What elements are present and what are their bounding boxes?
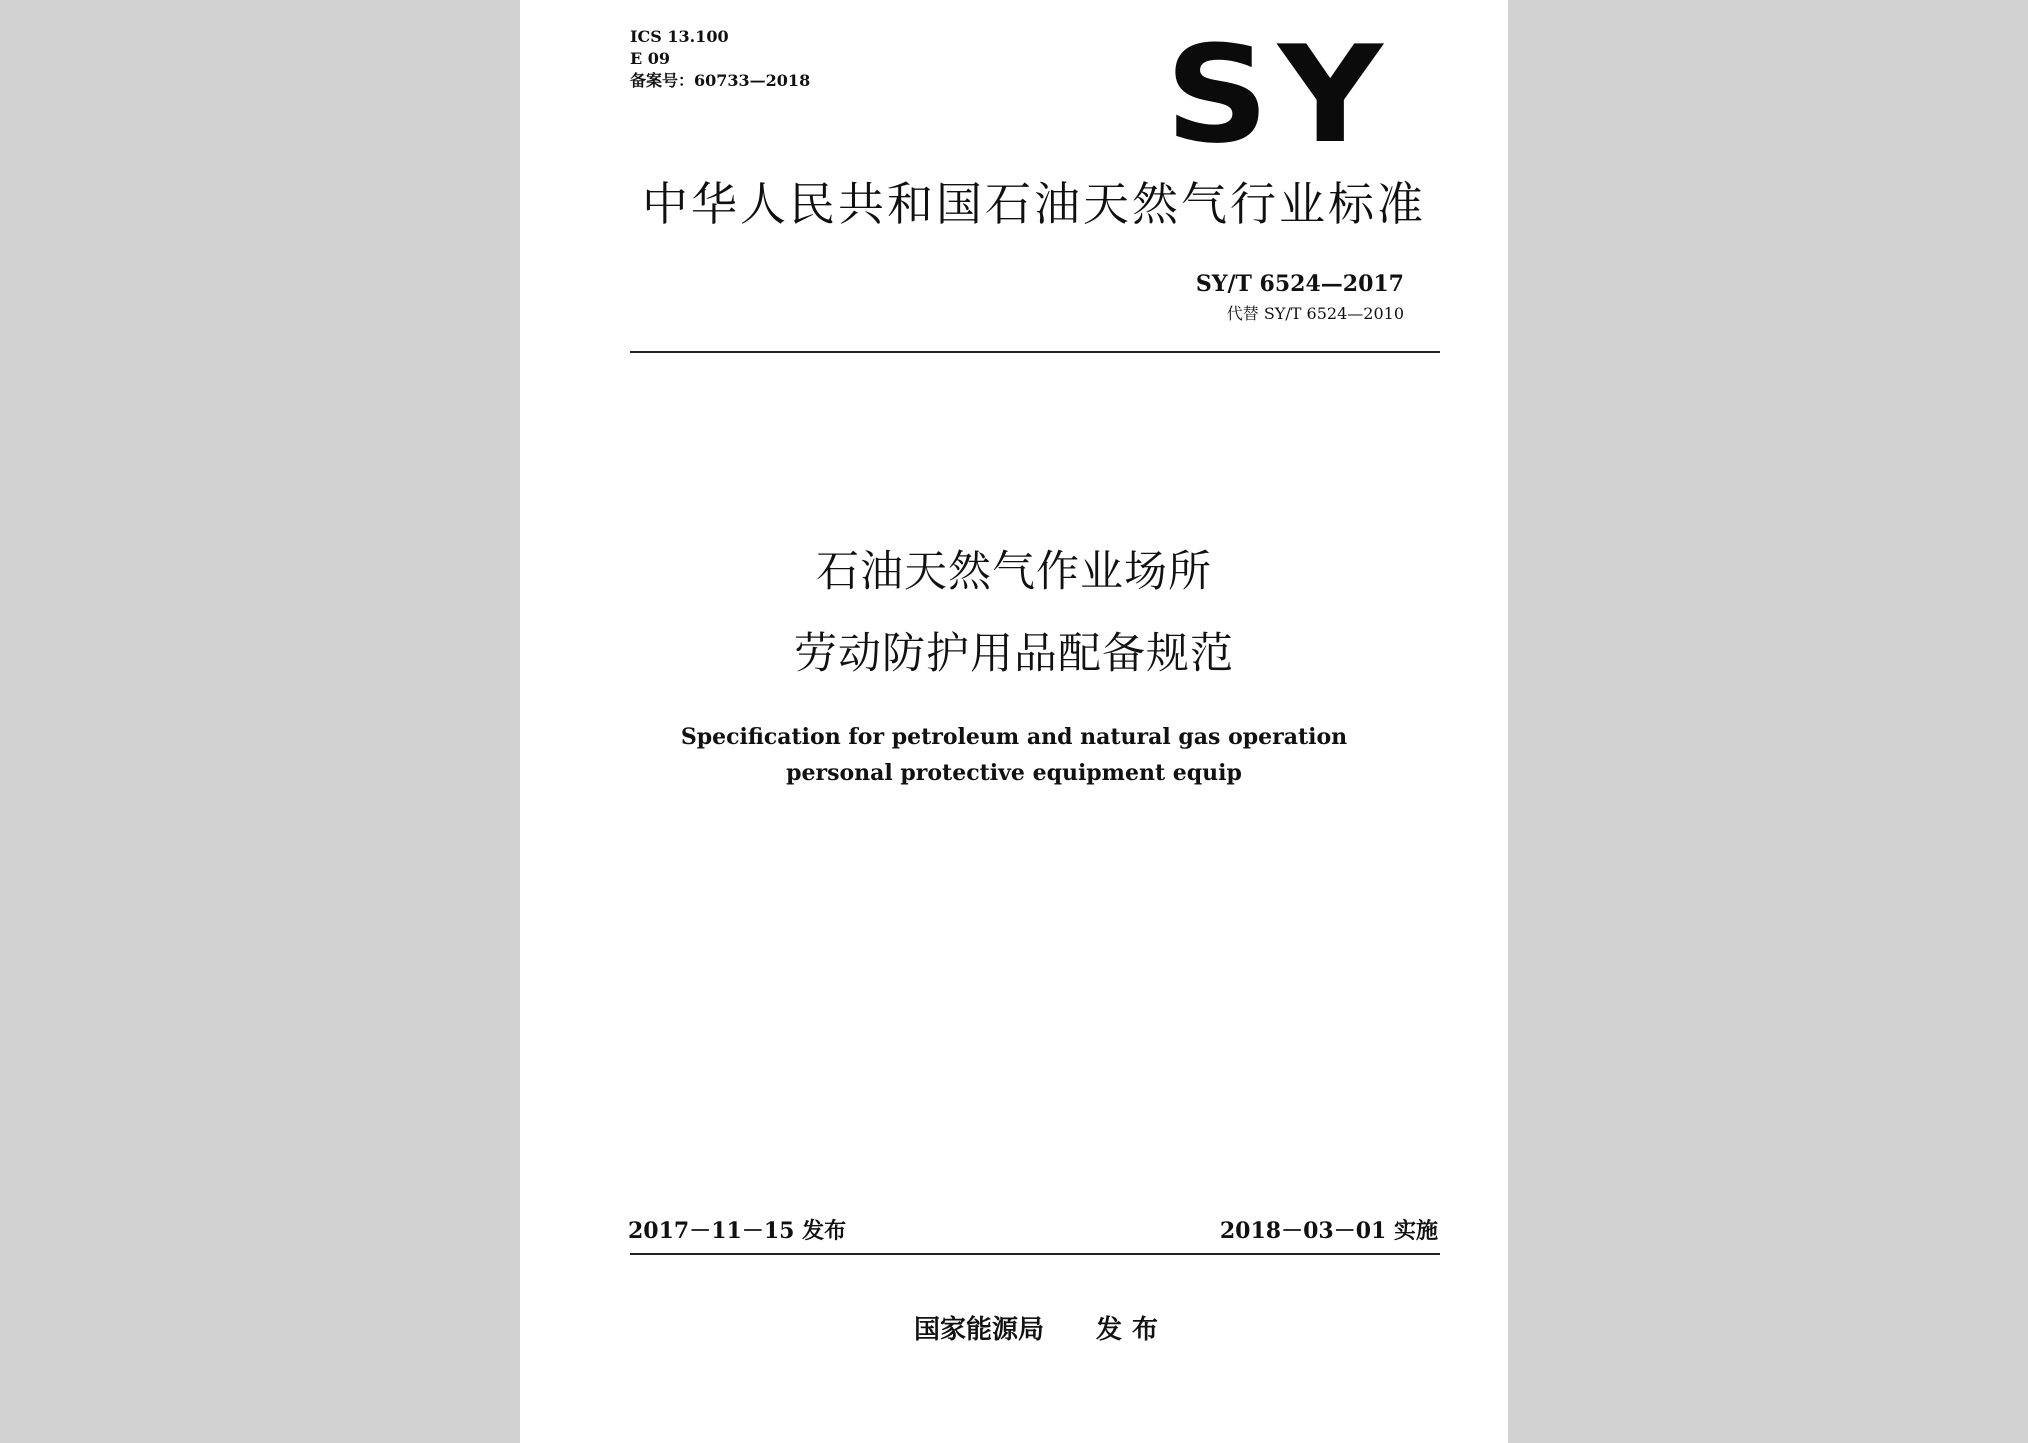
sy-logo: SY — [1165, 17, 1392, 173]
title-en-line-2: personal protective equipment equip — [786, 760, 1242, 786]
title-zh-line-2: 劳动防护用品配备规范 — [794, 629, 1234, 679]
title-en-line-1: Specification for petroleum and natural gas operation — [680, 724, 1348, 750]
filing-number: 备案号：60733—2018 — [630, 71, 811, 90]
issuer-name: 国家能源局 — [914, 1315, 1045, 1345]
footer-divider — [630, 1253, 1440, 1255]
ics-code: ICS 13.100 — [630, 27, 729, 46]
header-divider — [630, 351, 1440, 353]
replaces-standard: 代替 SY/T 6524—2010 — [1226, 304, 1404, 323]
title-zh-line-1: 石油天然气作业场所 — [816, 547, 1212, 597]
implementation-date: 2018－03－01 实施 — [1219, 1218, 1438, 1244]
standard-number: SY/T 6524—2017 — [1195, 271, 1404, 297]
issuer-label: 发布 — [1096, 1315, 1169, 1345]
ccs-code: E 09 — [630, 49, 671, 68]
document-page — [520, 0, 1508, 1443]
standard-type-heading: 中华人民共和国石油天然气行业标准 — [642, 177, 1426, 231]
issue-date: 2017－11－15 发布 — [628, 1218, 847, 1244]
